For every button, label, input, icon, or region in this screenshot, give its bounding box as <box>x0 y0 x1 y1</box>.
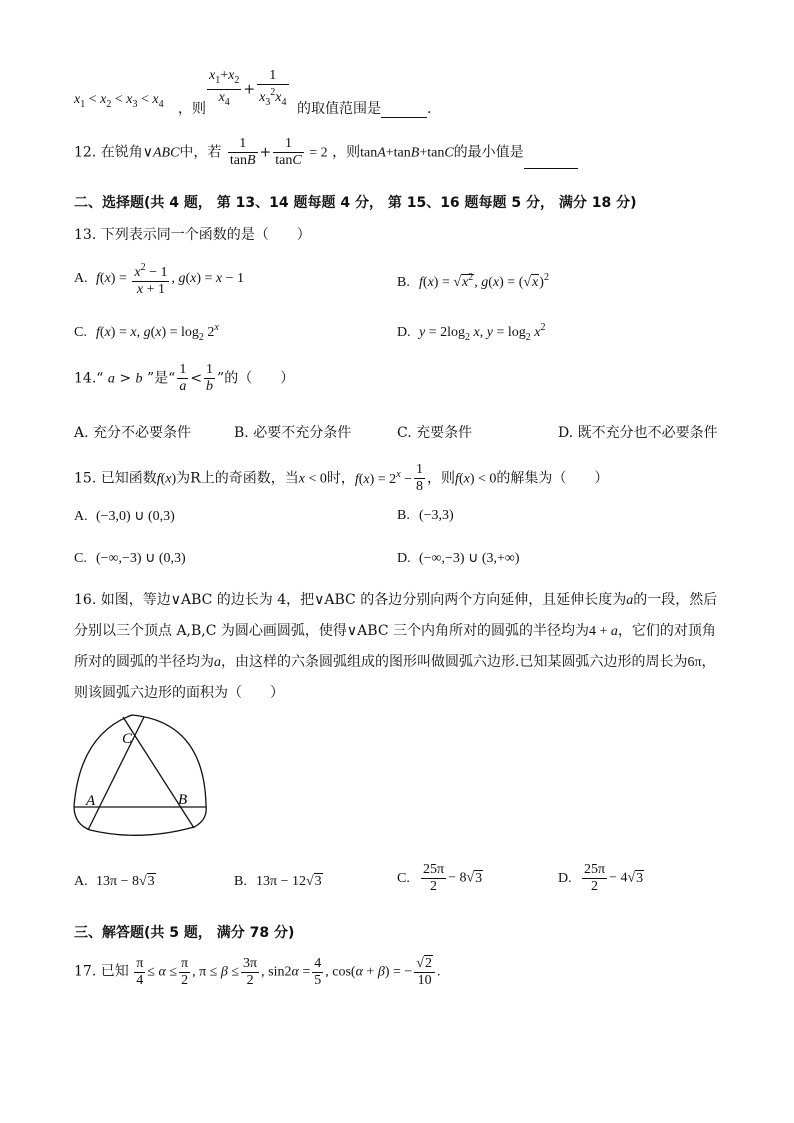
q16-line-2: 分别以三个顶点 A,B,C 为圆心画圆弧，使得∨ABC 三个内角所对的圆弧的半径均为4 + a，它们的对顶角 <box>74 623 716 639</box>
q15-stem: 15. 已知函数f(x)为R上的奇函数，当x < 0时，$f(x) = 2^x$ − $\frac{1}{8}$ ，则f(x) < 0的解集为（ ） <box>74 462 609 494</box>
vertex-label-b: B <box>178 792 188 808</box>
q14-stem: 14.“ a > b ”是“ $\frac{1}{a}$ < $\frac{1}{b}$ ”的（ ） <box>74 362 295 394</box>
section-3-heading: 三、解答题(共 5 题， 满分 78 分) <box>74 925 295 941</box>
q13-option-c: C. f(x) = x, $g(x) = \log_2 2^x$ <box>74 322 219 343</box>
q16-option-b: B. 13π − 12√3 <box>234 874 322 889</box>
q13-option-b: B. $f(x) = √x^2$, $g(x) = (√x)^2$ <box>397 272 549 290</box>
arc-hexagon-figure <box>70 712 210 842</box>
q14-option-d: D. 既不充分也不必要条件 <box>558 425 718 441</box>
q16-option-a: A. 13π − 8√3 <box>74 874 155 889</box>
triangle-right-line <box>123 717 194 828</box>
q13-option-a: A. f(x) = $\frac{x^2 - 1}{x + 1}$ , g(x) = x − 1 <box>74 262 245 297</box>
q14-option-a: A. 充分不必要条件 <box>74 425 192 441</box>
vertex-label-a: A <box>86 793 96 809</box>
q15-option-a: A. (−3,0) ∪ (0,3) <box>74 509 175 524</box>
vertex-label-c: C <box>122 731 133 747</box>
section-2-heading: 二、选择题(共 4 题， 第 13、14 题每题 4 分， 第 15、16 题每题 5 分， 满分 18 分) <box>74 195 637 211</box>
question-17: 17. 已知 $\frac{\pi}{4}$ ≤ α ≤ $\frac{\pi}{2}$ , π ≤ β ≤ $\frac{3\pi}{2}$ , sin2α = $\frac{4}{5}$ , cos(α + β) = − $\frac{√2}{10}$ . <box>74 956 441 988</box>
q14-option-c: C. 充要条件 <box>397 425 473 441</box>
triangle-left-line <box>88 717 144 830</box>
q13-stem: 13. 下列表示同一个函数的是（ ） <box>74 227 311 243</box>
q16-line-1: 16. 如图，等边∨ABC 的边长为 4，把∨ABC 的各边分别向两个方向延伸，且延伸长度为a的一段，然后 <box>74 592 718 608</box>
q13-option-d: D. $y = 2\log_2$ x, $y = \log_2 x^2$ <box>397 322 546 343</box>
q16-option-c: C. $\frac{25\pi}{2}$ − 8√3 <box>397 862 483 894</box>
q16-option-d: D. $\frac{25\pi}{2}$ − 4√3 <box>558 862 644 894</box>
q11-expression: $\frac{x_1+x_2}{x_4}$ + $\frac{1}{x_3^2x_4}$ <box>205 68 291 111</box>
q11-suffix: 的取值范围是 . <box>297 101 432 117</box>
q14-option-b: B. 必要不充分条件 <box>234 425 352 441</box>
q15-option-c: C. (−∞,−3) ∪ (0,3) <box>74 551 186 566</box>
q16-line-4: 则该圆弧六边形的面积为（ ） <box>74 685 284 701</box>
q16-line-3: 所对的圆弧的半径均为a，由这样的六条圆弧组成的图形叫做圆弧六边形.已知某圆弧六边形的周长为6π， <box>74 654 716 670</box>
q11-prefix: ，则 <box>178 101 206 117</box>
q15-option-d: D. (−∞,−3) ∪ (3,+∞) <box>397 551 520 566</box>
question-12: 12. 在锐角∨ABC中，若 $\frac{1}{\tan B}$ + $\frac{1}{\tan C}$ = 2 ，则tanA+tanB+tanC的最小值是 <box>74 136 578 169</box>
q15-option-b: B. (−3,3) <box>397 508 454 523</box>
q11-inequality: $x_1 < x_2 < x_3 < x_4$ <box>74 92 164 110</box>
